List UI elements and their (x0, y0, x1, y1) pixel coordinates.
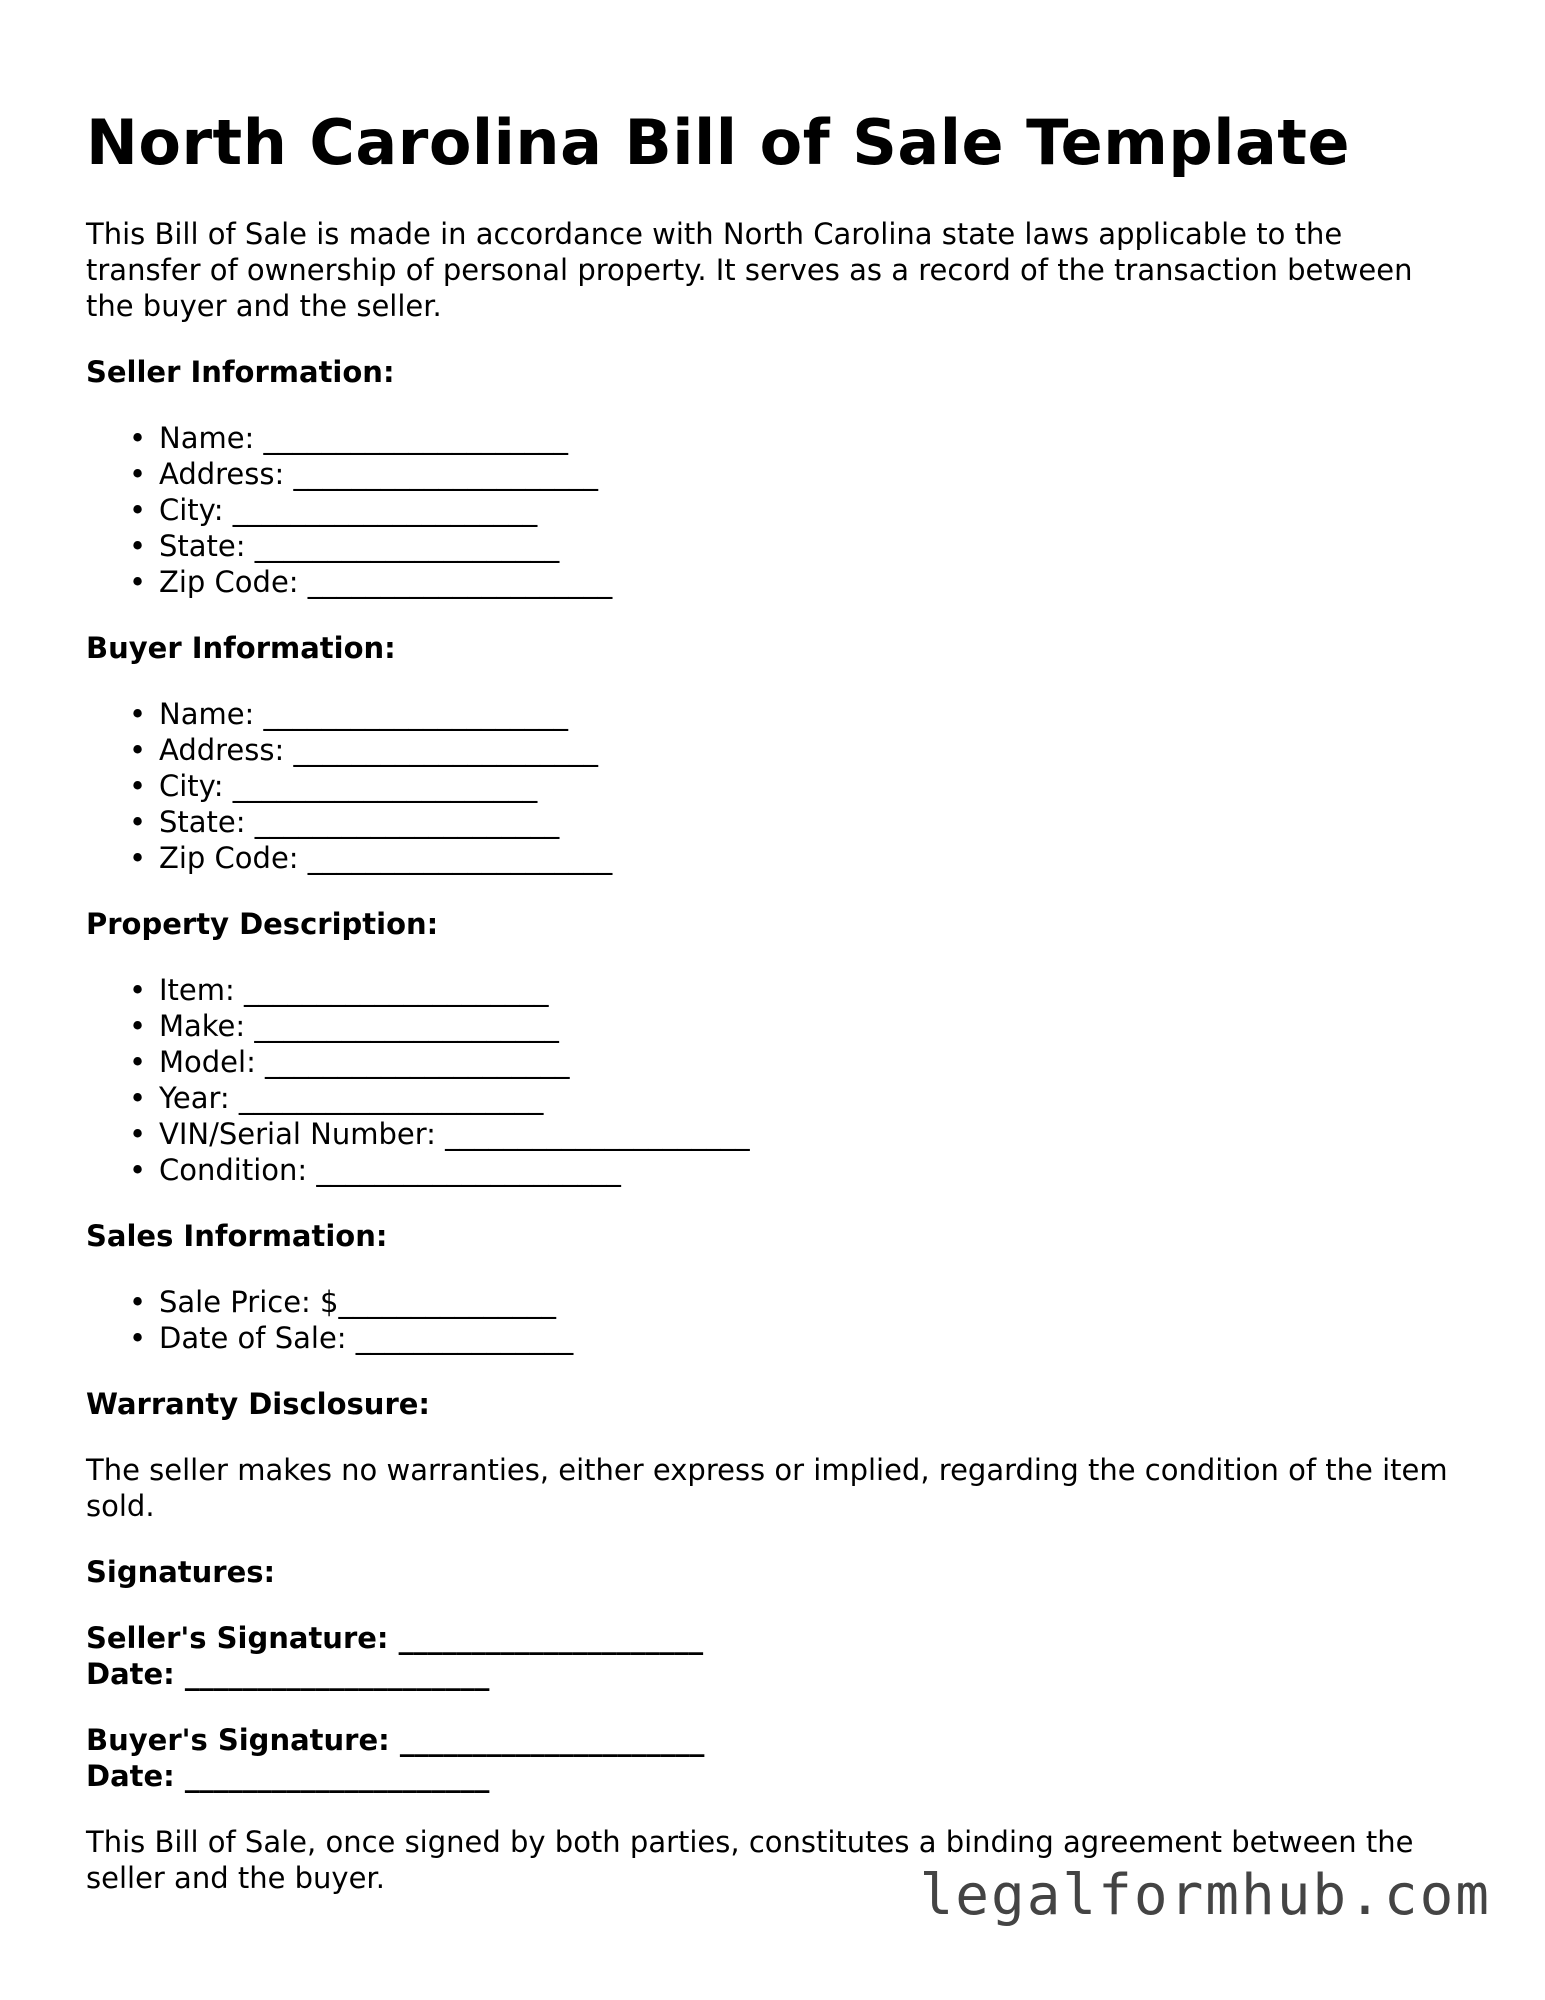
closing-paragraph: This Bill of Sale, once signed by both parties, constitutes a binding agreement between the seller and the buyer. (86, 1825, 1414, 1895)
buyer-name-field[interactable]: • Name: _____________________ (129, 697, 569, 731)
property-model-field[interactable]: • Model: _____________________ (129, 1045, 570, 1079)
property-fields-list (86, 972, 1486, 1188)
buyer-zip-field[interactable]: • Zip Code: _____________________ (129, 841, 613, 875)
buyer-signature-block (86, 1722, 1486, 1794)
sales-fields-list (86, 1284, 1486, 1356)
property-make-field[interactable]: • Make: _____________________ (129, 1009, 559, 1043)
seller-signature-field[interactable]: Seller's Signature: _____________________ (86, 1621, 704, 1655)
seller-information-heading: Seller Information: (86, 355, 395, 389)
seller-date-field[interactable]: Date: _____________________ (86, 1657, 490, 1691)
seller-signature-block (86, 1620, 1486, 1692)
document-page (86, 100, 1486, 1926)
seller-address-field[interactable]: • Address: _____________________ (129, 457, 598, 491)
property-year-field[interactable]: • Year: _____________________ (129, 1081, 544, 1115)
sales-information-heading: Sales Information: (86, 1219, 388, 1253)
warranty-disclosure-heading: Warranty Disclosure: (86, 1387, 431, 1421)
warranty-text: The seller makes no warranties, either express or implied, regarding the condition of the item sold. (86, 1453, 1448, 1523)
watermark: legalformhub.com (919, 1863, 1491, 1928)
buyer-signature-field[interactable]: Buyer's Signature: _____________________ (86, 1723, 705, 1757)
buyer-city-field[interactable]: • City: _____________________ (129, 769, 538, 803)
document-title: North Carolina Bill of Sale Template (86, 106, 1350, 179)
signatures-heading: Signatures: (86, 1555, 276, 1589)
buyer-information-heading: Buyer Information: (86, 631, 396, 665)
sale-price-field[interactable]: • Sale Price: $_______________ (129, 1285, 556, 1319)
date-of-sale-field[interactable]: • Date of Sale: _______________ (129, 1321, 574, 1355)
property-vin-field[interactable]: • VIN/Serial Number: _____________________ (129, 1117, 750, 1151)
buyer-address-field[interactable]: • Address: _____________________ (129, 733, 598, 767)
buyer-state-field[interactable]: • State: _____________________ (129, 805, 560, 839)
seller-zip-field[interactable]: • Zip Code: _____________________ (129, 565, 613, 599)
seller-city-field[interactable]: • City: _____________________ (129, 493, 538, 527)
property-item-field[interactable]: • Item: _____________________ (129, 973, 549, 1007)
seller-state-field[interactable]: • State: _____________________ (129, 529, 560, 563)
intro-paragraph: This Bill of Sale is made in accordance with North Carolina state laws applicable to the transfer of ownership of personal property. It serves as a record of the transaction between the buyer and the seller. (86, 217, 1413, 323)
seller-fields-list (86, 420, 1486, 600)
property-description-heading: Property Description: (86, 907, 439, 941)
buyer-fields-list (86, 696, 1486, 876)
property-condition-field[interactable]: • Condition: _____________________ (129, 1153, 621, 1187)
buyer-date-field[interactable]: Date: _____________________ (86, 1759, 490, 1793)
seller-name-field[interactable]: • Name: _____________________ (129, 421, 569, 455)
